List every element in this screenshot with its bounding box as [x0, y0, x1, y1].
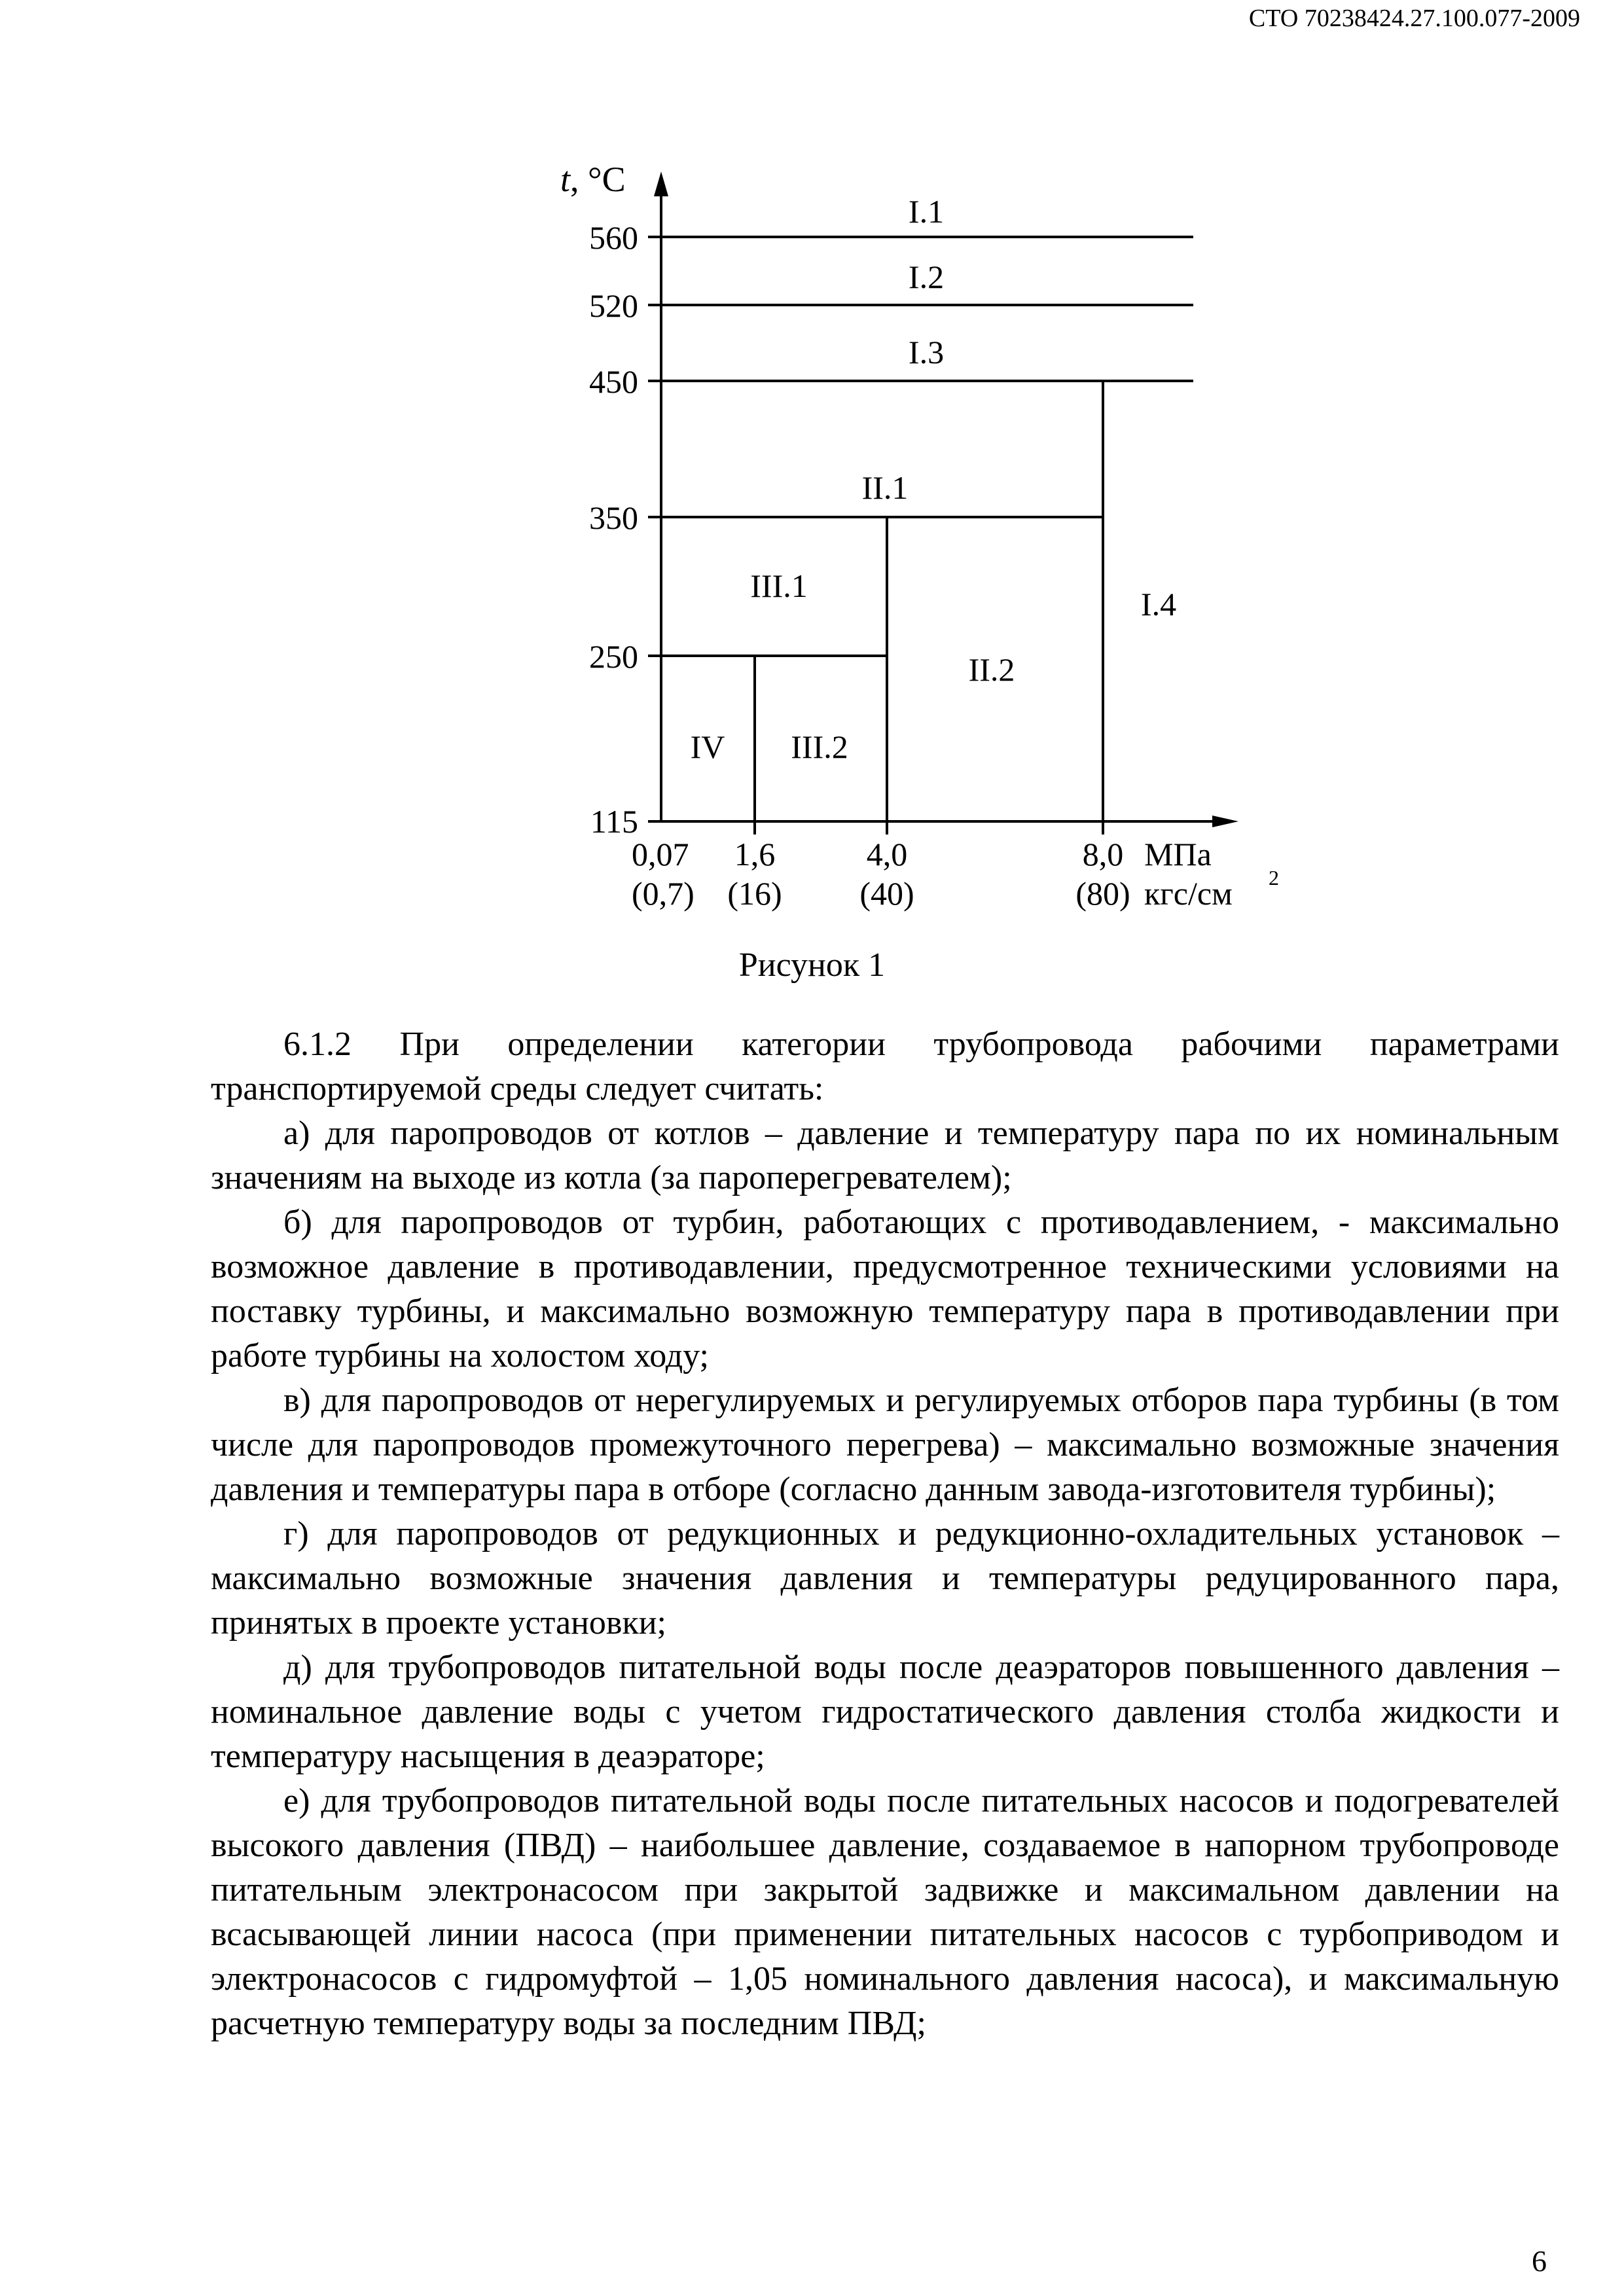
document-code: СТО 70238424.27.100.077-2009 [1248, 5, 1580, 32]
x-tick-label-8-0: 8,0 [1082, 836, 1124, 872]
x-unit-kgf-superscript: 2 [1269, 866, 1279, 889]
x-unit-kgf: кгс/см [1144, 875, 1233, 912]
x-unit-mpa: МПа [1144, 836, 1212, 872]
region-label-4: IV [690, 728, 725, 765]
x-tick-label-4-0: 4,0 [866, 836, 908, 872]
x-tick-kgf-40: (40) [859, 875, 914, 912]
x-axis-arrow [1212, 816, 1238, 827]
y-tick-label-520: 520 [589, 287, 638, 324]
item-e: е) для трубопроводов питательной воды после питательных насосов и подогревателей высокого давления (ПВД) – наибольшее давление, создаваемое в напорном трубопроводе питательным электронасосом при закрытой задвижке и максимальном давлении на всасывающей линии насоса (при применении питательных насосов с турбоприводом и электронасосов с гидромуфтой – 1,05 номинального давления насоса), и максимальную расчетную температуру воды за последним ПВД; [211, 1782, 1559, 2042]
paragraph-6-1-2: 6.1.2 При определении категории трубопровода рабочими параметрами транспортируемой среды следует считать: [211, 1026, 1559, 1107]
region-label-3-2: III.2 [791, 728, 848, 765]
y-tick-label-450: 450 [589, 363, 638, 400]
figure-caption: Рисунок 1 [738, 946, 886, 984]
region-label-1-1: I.1 [908, 193, 945, 230]
x-tick-kgf-16: (16) [727, 875, 782, 912]
x-tick-label-1-6: 1,6 [734, 836, 776, 872]
category-diagram [0, 0, 1624, 929]
y-axis-title: t, °С [560, 160, 626, 199]
region-label-1-3: I.3 [908, 334, 945, 370]
section-body [211, 1022, 1559, 2046]
region-label-3-1: III.1 [750, 567, 808, 604]
item-b: б) для паропроводов от турбин, работающих с противодавлением, - максимально возможное давление в противодавлении, предусмотренное техническими условиями на поставку турбины, и максимально возможную температуру пара в противодавлении при работе турбины на холостом ходу; [211, 1204, 1559, 1374]
region-label-1-4: I.4 [1140, 586, 1177, 622]
item-d: д) для трубопроводов питательной воды после деаэраторов повышенного давления – номинальное давление воды с учетом гидростатического давления столба жидкости и температуру насыщения в деаэраторе; [211, 1649, 1559, 1775]
x-tick-kgf-80: (80) [1075, 875, 1130, 912]
y-tick-label-560: 560 [589, 219, 638, 256]
region-label-2-2: II.2 [968, 651, 1015, 688]
item-v: в) для паропроводов от нерегулируемых и регулируемых отборов пара турбины (в том числе для паропроводов промежуточного перегрева) – максимально возможные значения давления и температуры пара в отборе (согласно данным завода-изготовителя турбины); [211, 1382, 1559, 1508]
y-axis-arrow [654, 171, 668, 196]
x-tick-kgf-0-7: (0,7) [632, 875, 695, 912]
item-g: г) для паропроводов от редукционных и редукционно-охладительных установок – максимально возможные значения давления и температуры редуцированного пара, принятых в проекте установки; [211, 1515, 1559, 1641]
page-number: 6 [1532, 2244, 1547, 2278]
y-tick-label-250: 250 [589, 638, 638, 675]
x-tick-label-0-07: 0,07 [632, 836, 689, 872]
region-label-2-1: II.1 [861, 469, 909, 506]
region-label-1-2: I.2 [908, 259, 945, 295]
y-tick-label-350: 350 [589, 499, 638, 536]
y-tick-label-115: 115 [590, 803, 638, 840]
item-a: а) для паропроводов от котлов – давление и температуру пара по их номинальным значениям на выходе из котла (за пароперегревателем); [211, 1115, 1559, 1196]
